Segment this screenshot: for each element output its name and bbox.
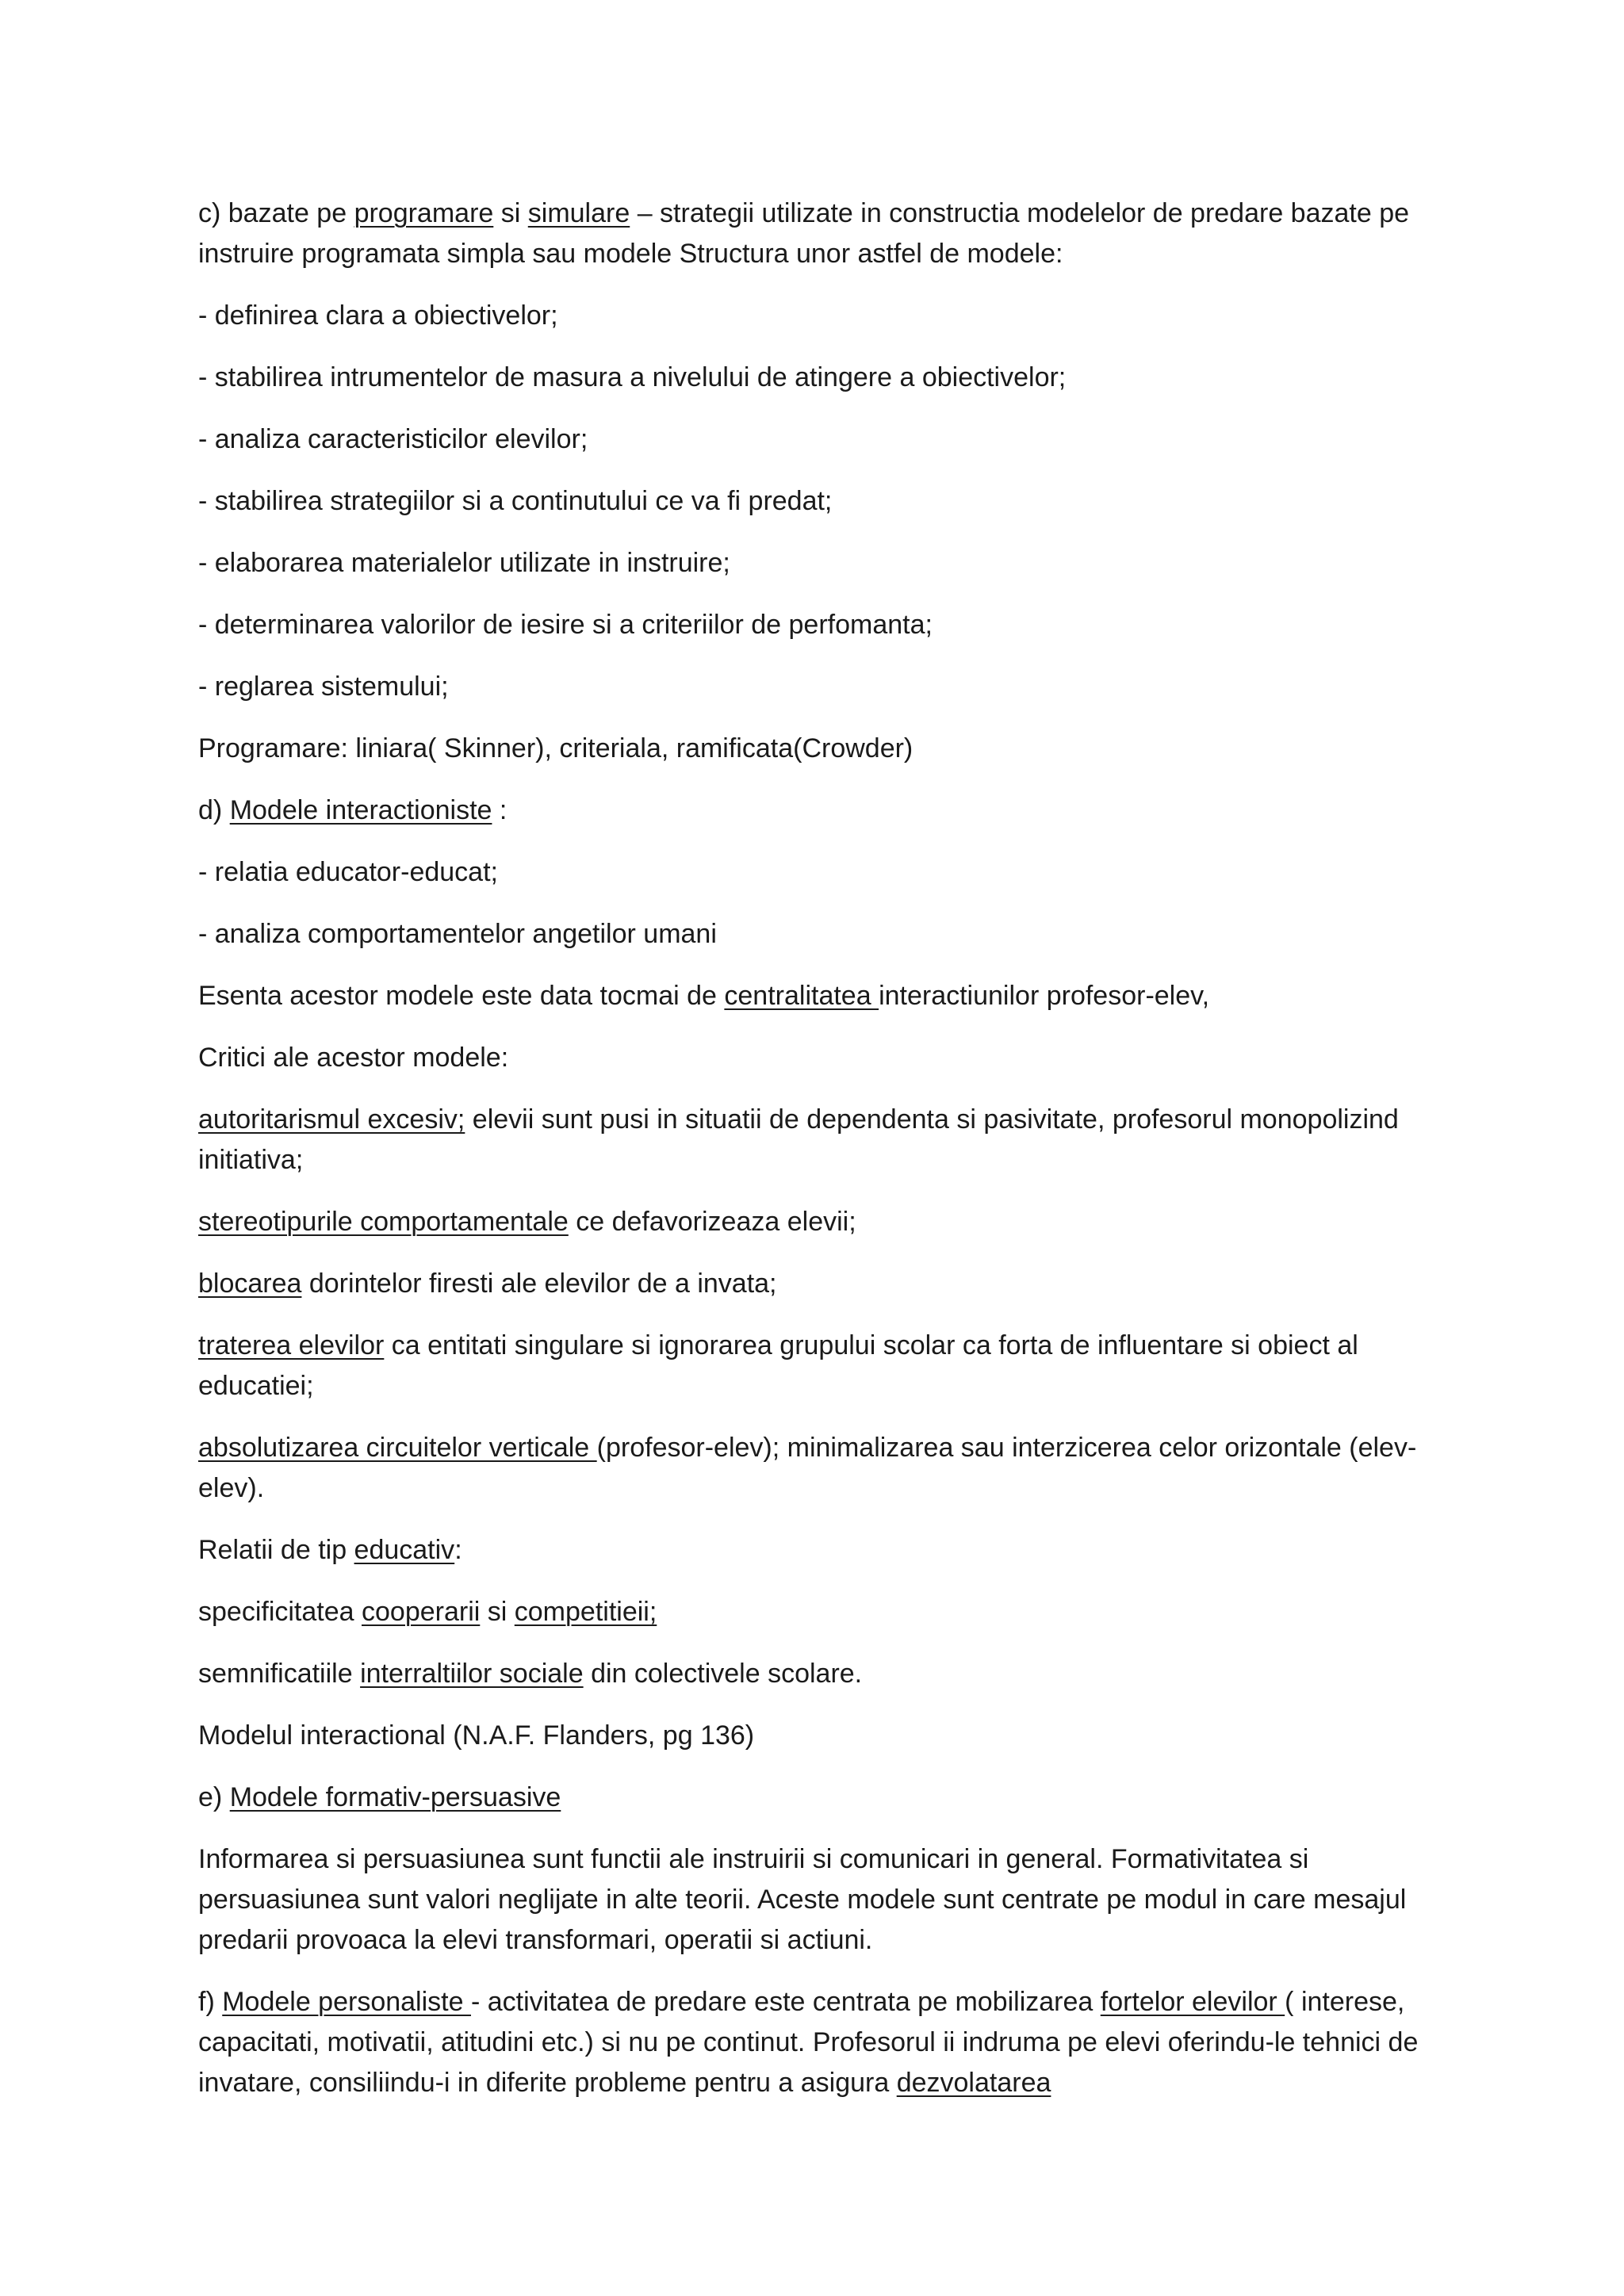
text-run: ce defavorizeaza elevii; (568, 1207, 856, 1237)
underlined-term: interraltiilor sociale (360, 1659, 584, 1689)
underlined-term: autoritarismul excesiv; (198, 1104, 465, 1135)
underlined-term: educativ (354, 1535, 455, 1565)
paragraph-spec (198, 1592, 1435, 1632)
paragraph-c-3 (198, 419, 1435, 460)
text-run: din colectivele scolare. (583, 1659, 863, 1689)
paragraph-esenta (198, 976, 1435, 1016)
text-run: ( interese, capacitati, motivatii, atitudini etc.) si nu pe continut. Profesorul ii indruma pe elevi oferindu-le tehnici de invatare, consiliindu-i in diferite probleme pentru a asigura (198, 1987, 1419, 2098)
text-run: Informarea si persuasiunea sunt functii ale instruirii si comunicari in general. Formativitatea si persuasiunea sunt valori neglijate in alte teorii. Aceste modele sunt centrate pe modul in care mesajul predarii provoaca la elevi transformari, operatii si actiuni. (198, 1844, 1407, 1955)
paragraph-relatii (198, 1530, 1435, 1571)
text-run: - definirea clara a obiectivelor; (198, 300, 558, 331)
paragraph-e-intro (198, 1777, 1435, 1818)
paragraph-crit-3 (198, 1264, 1435, 1304)
text-run: c) bazate pe (198, 198, 354, 228)
text-run: ca entitati singulare si ignorarea grupului scolar ca forta de influentare si obiect al educatiei; (198, 1330, 1358, 1401)
text-run: : (454, 1535, 462, 1565)
underlined-term: Modele interactioniste (229, 795, 492, 825)
paragraph-semn (198, 1654, 1435, 1694)
document-body (198, 193, 1435, 2125)
text-run: semnificatiile (198, 1659, 361, 1689)
text-run: - activitatea de predare este centrata pe mobilizarea (470, 1987, 1101, 2017)
underlined-term: cooperarii (362, 1597, 481, 1627)
text-run: (profesor-elev); minimalizarea sau interzicerea celor orizontale (elev-elev). (198, 1433, 1417, 1503)
paragraph-c-5 (198, 543, 1435, 584)
text-run: - reglarea sistemului; (198, 672, 449, 702)
paragraph-c-1 (198, 296, 1435, 336)
paragraph-e-body (198, 1839, 1435, 1961)
text-run: elevii sunt pusi in situatii de dependenta si pasivitate, profesorul monopolizind initiativa; (198, 1104, 1399, 1175)
paragraph-crit-2 (198, 1202, 1435, 1242)
text-run: Relatii de tip (198, 1535, 354, 1565)
paragraph-d-1 (198, 852, 1435, 893)
text-run: - analiza caracteristicilor elevilor; (198, 424, 588, 454)
underlined-term: competitieii; (514, 1597, 657, 1627)
underlined-term: blocarea (198, 1269, 302, 1299)
text-run: Modelul interactional (N.A.F. Flanders, pg 136) (198, 1720, 755, 1751)
paragraph-crit-5 (198, 1428, 1435, 1509)
text-run: Esenta acestor modele este data tocmai de (198, 981, 725, 1011)
text-run: - determinarea valorilor de iesire si a criteriilor de perfomanta; (198, 610, 933, 640)
underlined-term: Modele formativ-persuasive (229, 1782, 561, 1812)
underlined-term: absolutizarea circuitelor verticale (198, 1433, 597, 1463)
text-run: : (492, 795, 508, 825)
underlined-term: fortelor elevilor (1100, 1987, 1285, 2017)
paragraph-modelul (198, 1716, 1435, 1756)
text-run: Critici ale acestor modele: (198, 1043, 509, 1073)
underlined-term: dezvolatarea (896, 2068, 1051, 2098)
text-run: interactiunilor profesor-elev, (879, 981, 1210, 1011)
underlined-term: simulare (527, 198, 630, 228)
text-run: - analiza comportamentelor angetilor umani (198, 919, 717, 949)
paragraph-critici (198, 1038, 1435, 1078)
paragraph-c-2 (198, 358, 1435, 398)
text-run: si (493, 198, 528, 228)
underlined-term: programare (354, 198, 494, 228)
paragraph-d-intro (198, 790, 1435, 831)
text-run: – strategii utilizate in constructia modelelor de predare bazate pe instruire programata simpla sau modele Structura unor astfel de modele: (198, 198, 1410, 269)
text-run: - stabilirea intrumentelor de masura a nivelului de atingere a obiectivelor; (198, 362, 1067, 392)
text-run: - elaborarea materialelor utilizate in instruire; (198, 548, 730, 578)
text-run: d) (198, 795, 230, 825)
paragraph-c-4 (198, 481, 1435, 522)
text-run: dorintelor firesti ale elevilor de a invata; (301, 1269, 777, 1299)
text-run: specificitatea (198, 1597, 362, 1627)
text-run: Programare: liniara( Skinner), criteriala, ramificata(Crowder) (198, 733, 914, 763)
underlined-term: centralitatea (724, 981, 879, 1011)
paragraph-c-6 (198, 605, 1435, 645)
text-run: f) (198, 1987, 223, 2017)
underlined-term: traterea elevilor (198, 1330, 385, 1360)
paragraph-d-2 (198, 914, 1435, 955)
paragraph-programare (198, 729, 1435, 769)
underlined-term: Modele personaliste (222, 1987, 471, 2017)
text-run: e) (198, 1782, 230, 1812)
text-run: - relatia educator-educat; (198, 857, 498, 887)
text-run: si (480, 1597, 515, 1627)
text-run: - stabilirea strategiilor si a continutului ce va fi predat; (198, 486, 833, 516)
paragraph-crit-4 (198, 1326, 1435, 1406)
paragraph-crit-1 (198, 1100, 1435, 1181)
underlined-term: stereotipurile comportamentale (198, 1207, 569, 1237)
paragraph-c-7 (198, 667, 1435, 707)
paragraph-f-intro (198, 1982, 1435, 2103)
paragraph-c-intro (198, 193, 1435, 274)
